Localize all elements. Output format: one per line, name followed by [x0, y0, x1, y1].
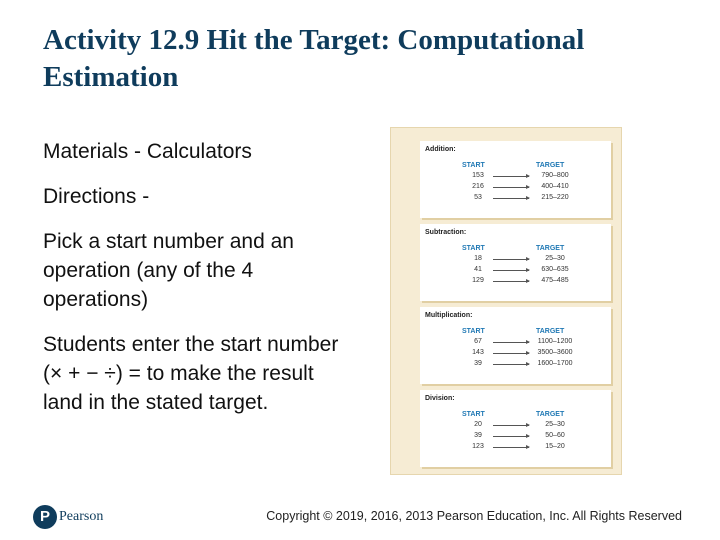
start-header: START [462, 411, 485, 418]
section-division [420, 390, 611, 467]
target-value: 1100–1200 [537, 338, 573, 345]
target-value: 1600–1700 [537, 360, 573, 367]
start-header: START [462, 328, 485, 335]
pearson-logo-text: Pearson [59, 509, 104, 524]
section-multiplication [420, 307, 611, 384]
start-value: 129 [472, 277, 484, 284]
arrow-icon [493, 342, 529, 343]
start-value: 67 [474, 338, 482, 345]
section-label: Multiplication: [425, 312, 473, 319]
start-value: 153 [472, 172, 484, 179]
directions-heading: Directions - [43, 185, 150, 208]
arrow-icon [493, 425, 529, 426]
target-header: TARGET [536, 162, 565, 169]
target-value: 790–800 [541, 172, 569, 179]
arrow-icon [493, 176, 529, 177]
table-row [420, 183, 611, 192]
section-label: Addition: [425, 146, 456, 153]
table-row [420, 360, 611, 369]
target-value: 475–485 [541, 277, 569, 284]
table-row [420, 255, 611, 264]
hit-the-target-figure [390, 127, 622, 475]
target-value: 3500–3600 [537, 349, 573, 356]
start-value: 53 [474, 194, 482, 201]
table-row [420, 443, 611, 452]
target-value: 215–220 [541, 194, 569, 201]
target-value: 25–30 [545, 421, 565, 428]
slide-title: Activity 12.9 Hit the Target: Computational Estimation [43, 24, 585, 93]
table-row [420, 338, 611, 347]
instruction-enter: Students enter the start number (× + − ÷) = to make the result land in the stated target. [43, 333, 339, 414]
target-value: 400–410 [541, 183, 569, 190]
table-row [420, 421, 611, 430]
target-header: TARGET [536, 245, 565, 252]
start-value: 18 [474, 255, 482, 262]
arrow-icon [493, 353, 529, 354]
table-row [420, 172, 611, 181]
target-value: 50–60 [545, 432, 565, 439]
section-addition [420, 141, 611, 218]
start-value: 20 [474, 421, 482, 428]
section-subtraction [420, 224, 611, 301]
start-value: 41 [474, 266, 482, 273]
start-value: 39 [474, 360, 482, 367]
arrow-icon [493, 436, 529, 437]
target-value: 15–20 [545, 443, 565, 450]
arrow-icon [493, 364, 529, 365]
materials-text: Materials - Calculators [43, 140, 252, 163]
target-value: 630–635 [541, 266, 569, 273]
arrow-icon [493, 198, 529, 199]
start-value: 216 [472, 183, 484, 190]
arrow-icon [493, 259, 529, 260]
start-value: 143 [472, 349, 484, 356]
start-value: 123 [472, 443, 484, 450]
start-header: START [462, 162, 485, 169]
target-header: TARGET [536, 411, 565, 418]
start-header: START [462, 245, 485, 252]
table-row [420, 277, 611, 286]
target-value: 25–30 [545, 255, 565, 262]
pearson-logo-icon: P [33, 505, 57, 529]
arrow-icon [493, 281, 529, 282]
table-row [420, 194, 611, 203]
slide-body [43, 137, 343, 433]
table-row [420, 349, 611, 358]
arrow-icon [493, 187, 529, 188]
start-value: 39 [474, 432, 482, 439]
instruction-pick: Pick a start number and an operation (any of the 4 operations) [43, 230, 294, 311]
section-label: Subtraction: [425, 229, 467, 236]
arrow-icon [493, 447, 529, 448]
arrow-icon [493, 270, 529, 271]
pearson-logo [33, 505, 113, 531]
section-label: Division: [425, 395, 455, 402]
copyright-notice: Copyright © 2019, 2016, 2013 Pearson Education, Inc. All Rights Reserved [266, 509, 682, 523]
target-header: TARGET [536, 328, 565, 335]
table-row [420, 432, 611, 441]
table-row [420, 266, 611, 275]
